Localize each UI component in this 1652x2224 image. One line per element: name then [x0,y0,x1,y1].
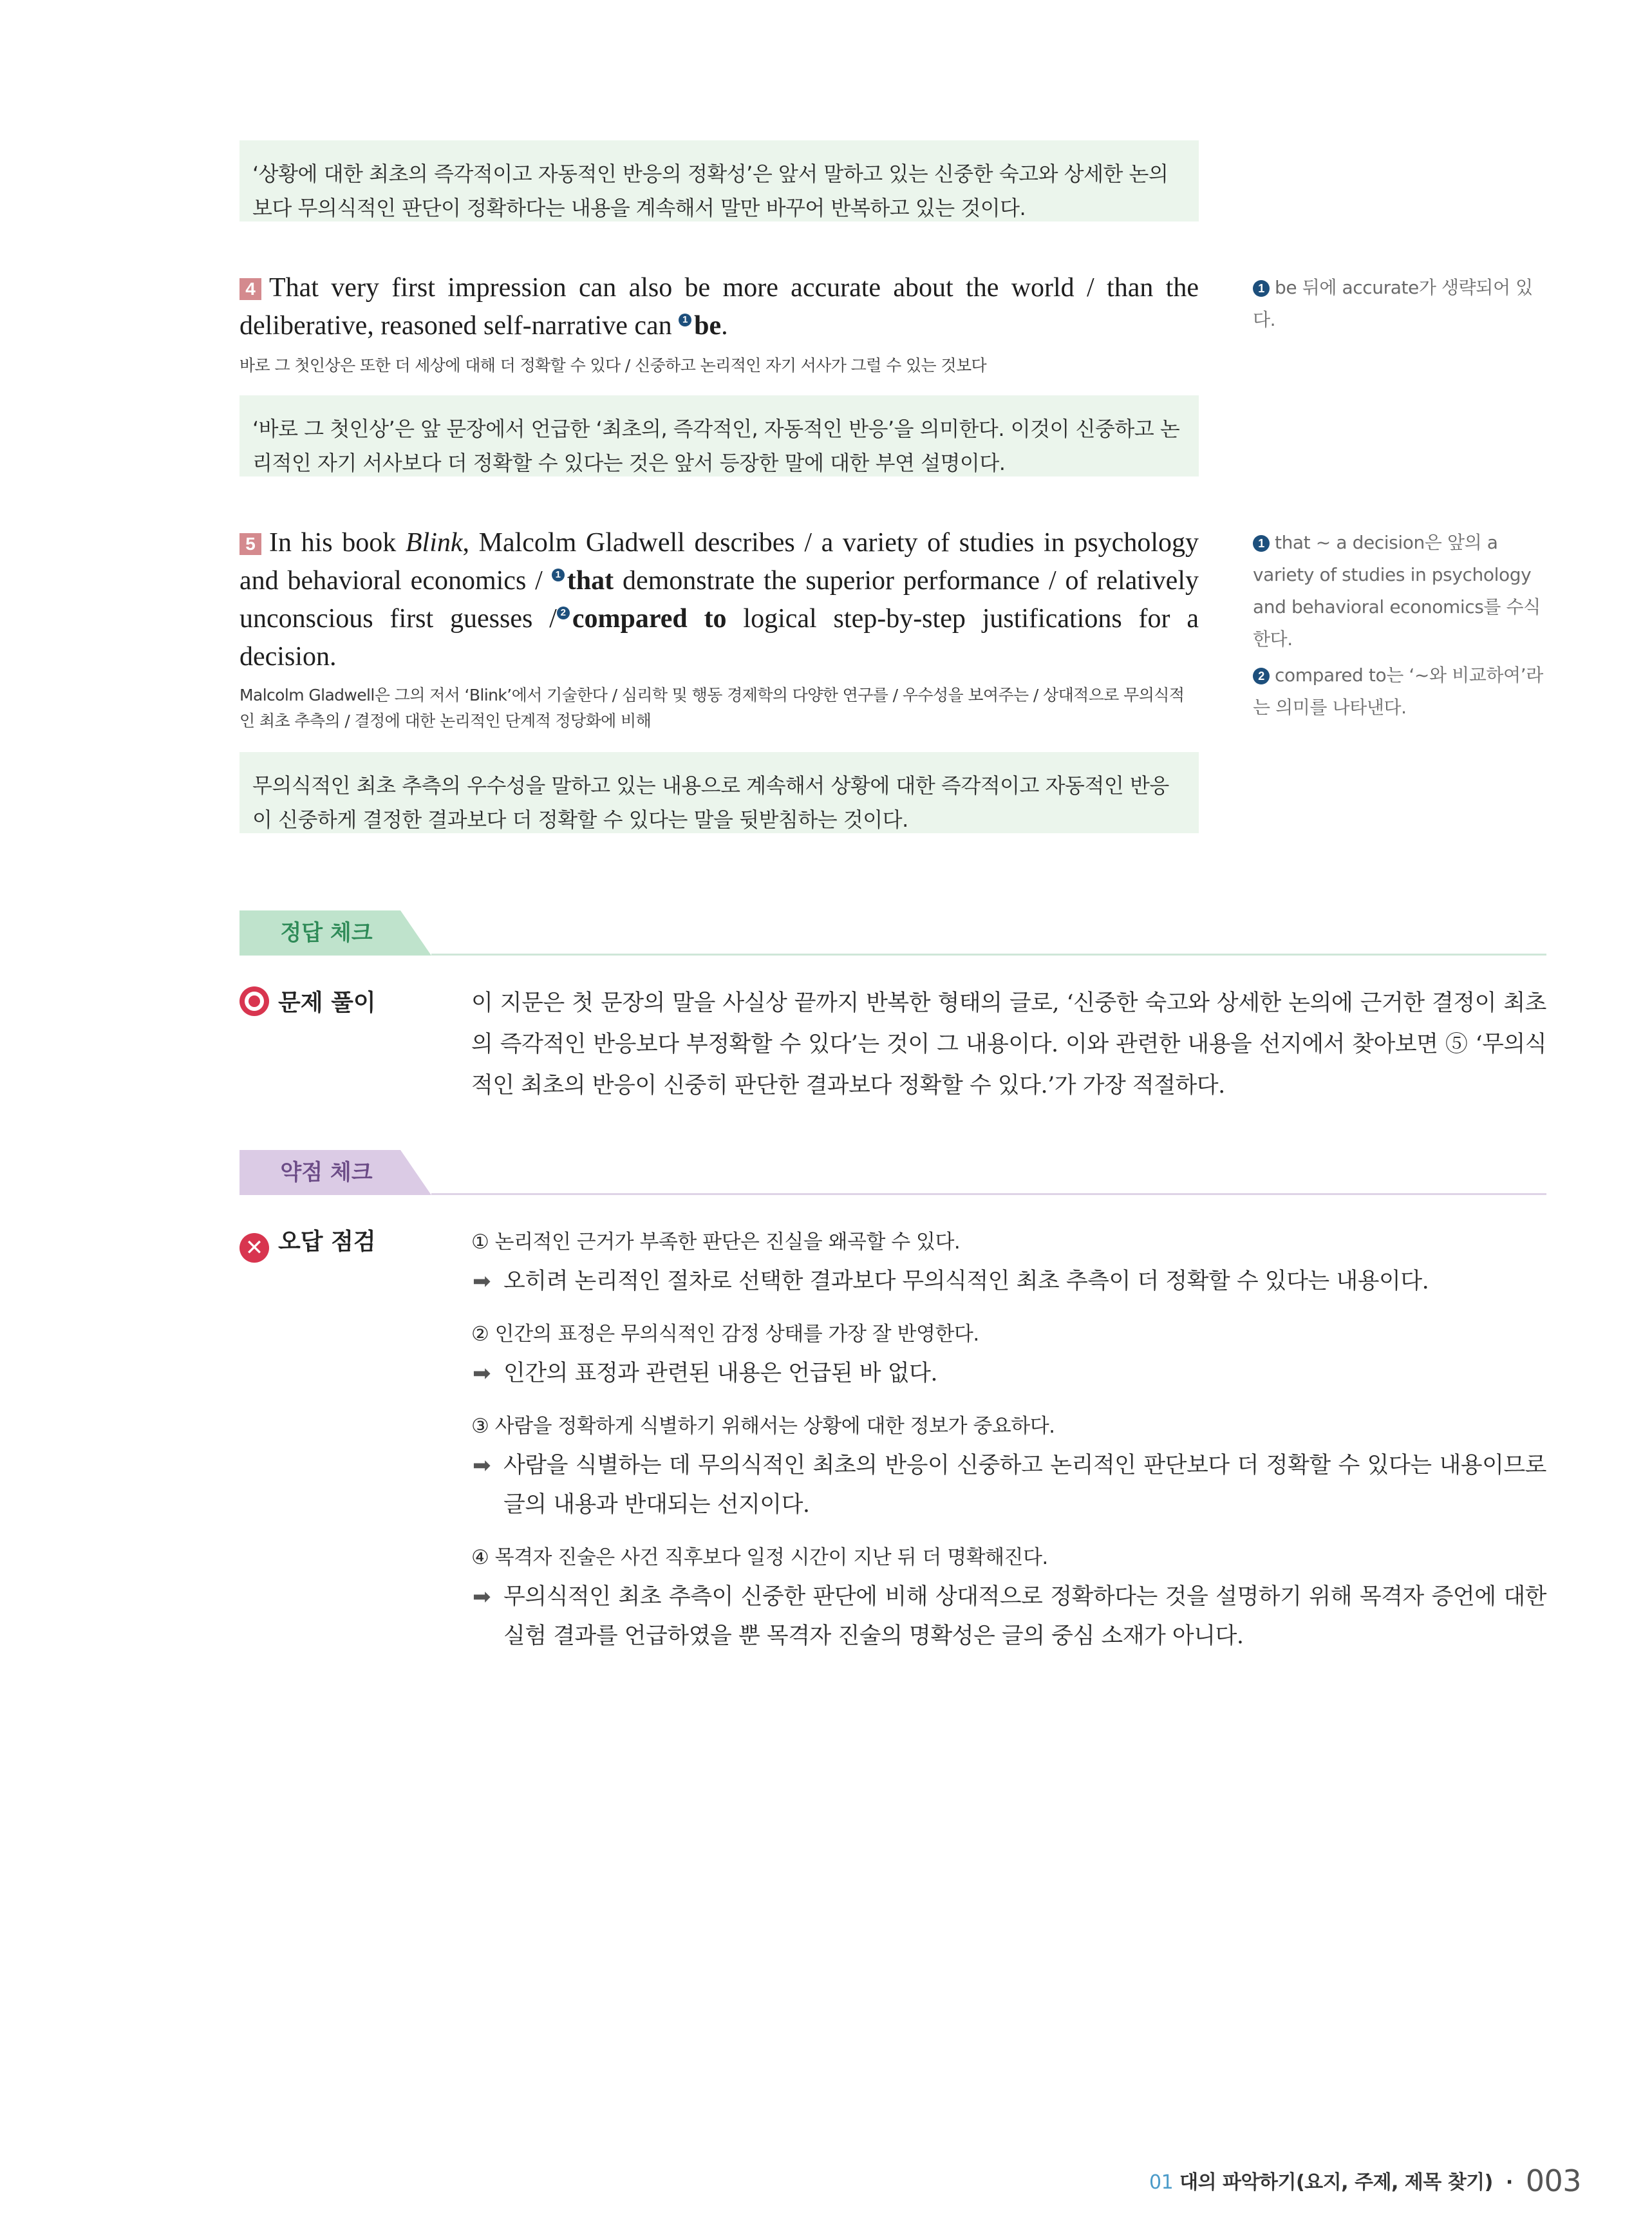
grammar-marker-1: 1 [552,569,565,581]
option-explanation-text: 사람을 식별하는 데 무의식적인 최초의 반응이 신중하고 논리적인 판단보다 더 정확할 수 있다는 내용이므로 글의 내용과 반대되는 선지이다. [503,1453,1546,1518]
option-review-2 [471,1318,1546,1393]
option-review-3 [471,1410,1546,1525]
side-marker-1: 1 [1253,280,1270,297]
sentence-4 [239,269,1199,345]
option-review-list [471,1226,1546,1656]
sentence-text-a: In his book [269,528,406,558]
side-note-text: compared to는 ‘~와 비교하여’라는 의미를 나타낸다. [1253,664,1543,718]
side-note-1 [1253,527,1549,655]
translation-5 [239,683,1199,734]
grammar-marker-2: 2 [557,607,570,619]
target-icon [239,986,269,1016]
side-note-text: that ~ a decision은 앞의 a variety of studies in psychology and behavioral economics를 수식한다. [1253,532,1541,650]
option-explanation-text: 무의식적인 최초 추측이 신중한 판단에 비해 상대적으로 정확하다는 것을 설명하기 위해 목격자 증언에 대한 실험 결과를 언급하였을 뿐 목격자 진술의 명확성은 글의 중심 소재가 아니다. [503,1584,1546,1649]
answer-check-tab [239,910,1546,956]
solution-body [471,983,1546,1106]
arrow-icon: ➡ [473,1453,491,1478]
option-explanation [471,1262,1546,1301]
tab-rule [431,1193,1546,1195]
solution-text: 이 지문은 첫 문장의 말을 사실상 끝까지 반복한 형태의 글로, ‘신중한 숙고와 상세한 논의에 근거한 결정이 최초의 즉각적인 반응보다 부정확할 수 있다’는 것이 그 내용이다. 이와 관련한 내용을 선지에서 찾아보면 ⑤ ‘무의식적인 최초의 반응이 신중히 판단한 결과보다 정확할 수 있다.’가 가장 적절하다. [471,990,1546,1098]
grammar-marker-1: 1 [679,314,691,326]
sentence-text-b: , Malcolm Gladwell describes / a variety of studies in psychology and behavioral economics / [239,528,1199,596]
sentence-text: That very first impression can also be more accurate about the world / than the deliberative, reasoned self-narrative can [239,273,1199,341]
bold-phrase-compared-to: compared to [572,604,727,634]
note-text: 무의식적인 최초 추측의 우수성을 말하고 있는 내용으로 계속해서 상황에 대한 즉각적이고 자동적인 반응이 신중하게 결정한 결과보다 더 정확할 수 있다는 말을 뒷받침하는 것이다. [252,773,1169,832]
tab-label-text: 정답 체크 [280,920,373,946]
explanation-note-3 [239,752,1199,833]
tab-rule [431,954,1546,956]
note-text: ‘상황에 대한 최초의 즉각적이고 자동적인 반응의 정확성’은 앞서 말하고 있는 신중한 숙고와 상세한 논의보다 무의식적인 판단이 정확하다는 내용을 계속해서 말만 바꾸어 반복하고 있는 것이다. [252,162,1169,220]
side-note-text: be 뒤에 accurate가 생략되어 있다. [1253,277,1533,330]
x-icon: ✕ [239,1233,269,1263]
solution-heading-text: 문제 풀이 [278,990,376,1016]
option-explanation-text: 오히려 논리적인 절차로 선택한 결과보다 무의식적인 최초 추측이 더 정확할 수 있다는 내용이다. [503,1268,1429,1294]
sentence-5 [239,524,1199,676]
option-explanation-text: 인간의 표정과 관련된 내용은 언급된 바 없다. [503,1361,937,1386]
translation-text: Malcolm Gladwell은 그의 저서 ‘Blink’에서 기술한다 / 심리학 및 행동 경제학의 다양한 연구를 / 우수성을 보여주는 / 상대적으로 무의식적인 최초 추측의 / 결정에 대한 논리적인 단계적 정당화에 비해 [239,686,1185,730]
sentence-number-5: 5 [239,533,261,555]
sentence-text-c: demonstrate the superior performance / of relatively unconscious first guesses / [239,566,1199,634]
sentence-number-4: 4 [239,278,261,300]
option-statement: ④ 목격자 진술은 사건 직후보다 일정 시간이 지난 뒤 더 명확해진다. [471,1546,1048,1569]
side-note-5 [1253,527,1549,724]
page-footer [1149,2163,1581,2198]
option-explanation [471,1578,1546,1656]
wrong-answer-heading-text: 오답 점검 [278,1229,376,1255]
sentence-text-d: logical step-by-step justifications for a decision. [239,604,1199,672]
tab-label-text: 약점 체크 [280,1160,373,1185]
footer-separator: · [1505,2171,1513,2194]
solution-heading [239,986,376,1019]
weak-check-tab [239,1150,1546,1195]
bold-word: be [694,311,722,341]
option-explanation [471,1354,1546,1393]
sentence-period: . [721,311,728,341]
arrow-icon: ➡ [473,1361,491,1386]
side-marker-2: 2 [1253,668,1270,684]
option-explanation [471,1446,1546,1525]
tab-label [239,910,413,956]
translation-text: 바로 그 첫인상은 또한 더 세상에 대해 더 정확할 수 있다 / 신중하고 논리적인 자기 서사가 그럴 수 있는 것보다 [239,356,987,375]
arrow-icon: ➡ [473,1584,491,1610]
option-review-1 [471,1226,1546,1301]
note-text: ‘바로 그 첫인상’은 앞 문장에서 언급한 ‘최초의, 즉각적인, 자동적인 반응’을 의미한다. 이것이 신중하고 논리적인 자기 서사보다 더 정확할 수 있다는 것은 앞서 등장한 말에 대한 부연 설명이다. [252,417,1180,475]
option-statement: ③ 사람을 정확하게 식별하기 위해서는 상황에 대한 정보가 중요하다. [471,1415,1055,1438]
option-review-4 [471,1541,1546,1656]
chapter-title: 대의 파악하기(요지, 주제, 제목 찾기) [1179,2171,1493,2194]
tab-label [239,1150,413,1195]
translation-4 [239,353,1199,379]
book-title: Blink [405,528,463,558]
explanation-note-1 [239,140,1199,221]
side-note-4 [1253,272,1549,336]
side-note-2 [1253,659,1549,724]
wrong-answer-heading [239,1226,376,1263]
page-number: 003 [1525,2163,1581,2198]
chapter-number: 01 [1149,2171,1174,2194]
side-marker-1: 1 [1253,535,1270,552]
arrow-icon: ➡ [473,1268,491,1294]
bold-word-that: that [567,566,614,596]
option-statement: ① 논리적인 근거가 부족한 판단은 진실을 왜곡할 수 있다. [471,1230,961,1254]
option-statement: ② 인간의 표정은 무의식적인 감정 상태를 가장 잘 반영한다. [471,1323,979,1346]
explanation-note-2 [239,395,1199,476]
